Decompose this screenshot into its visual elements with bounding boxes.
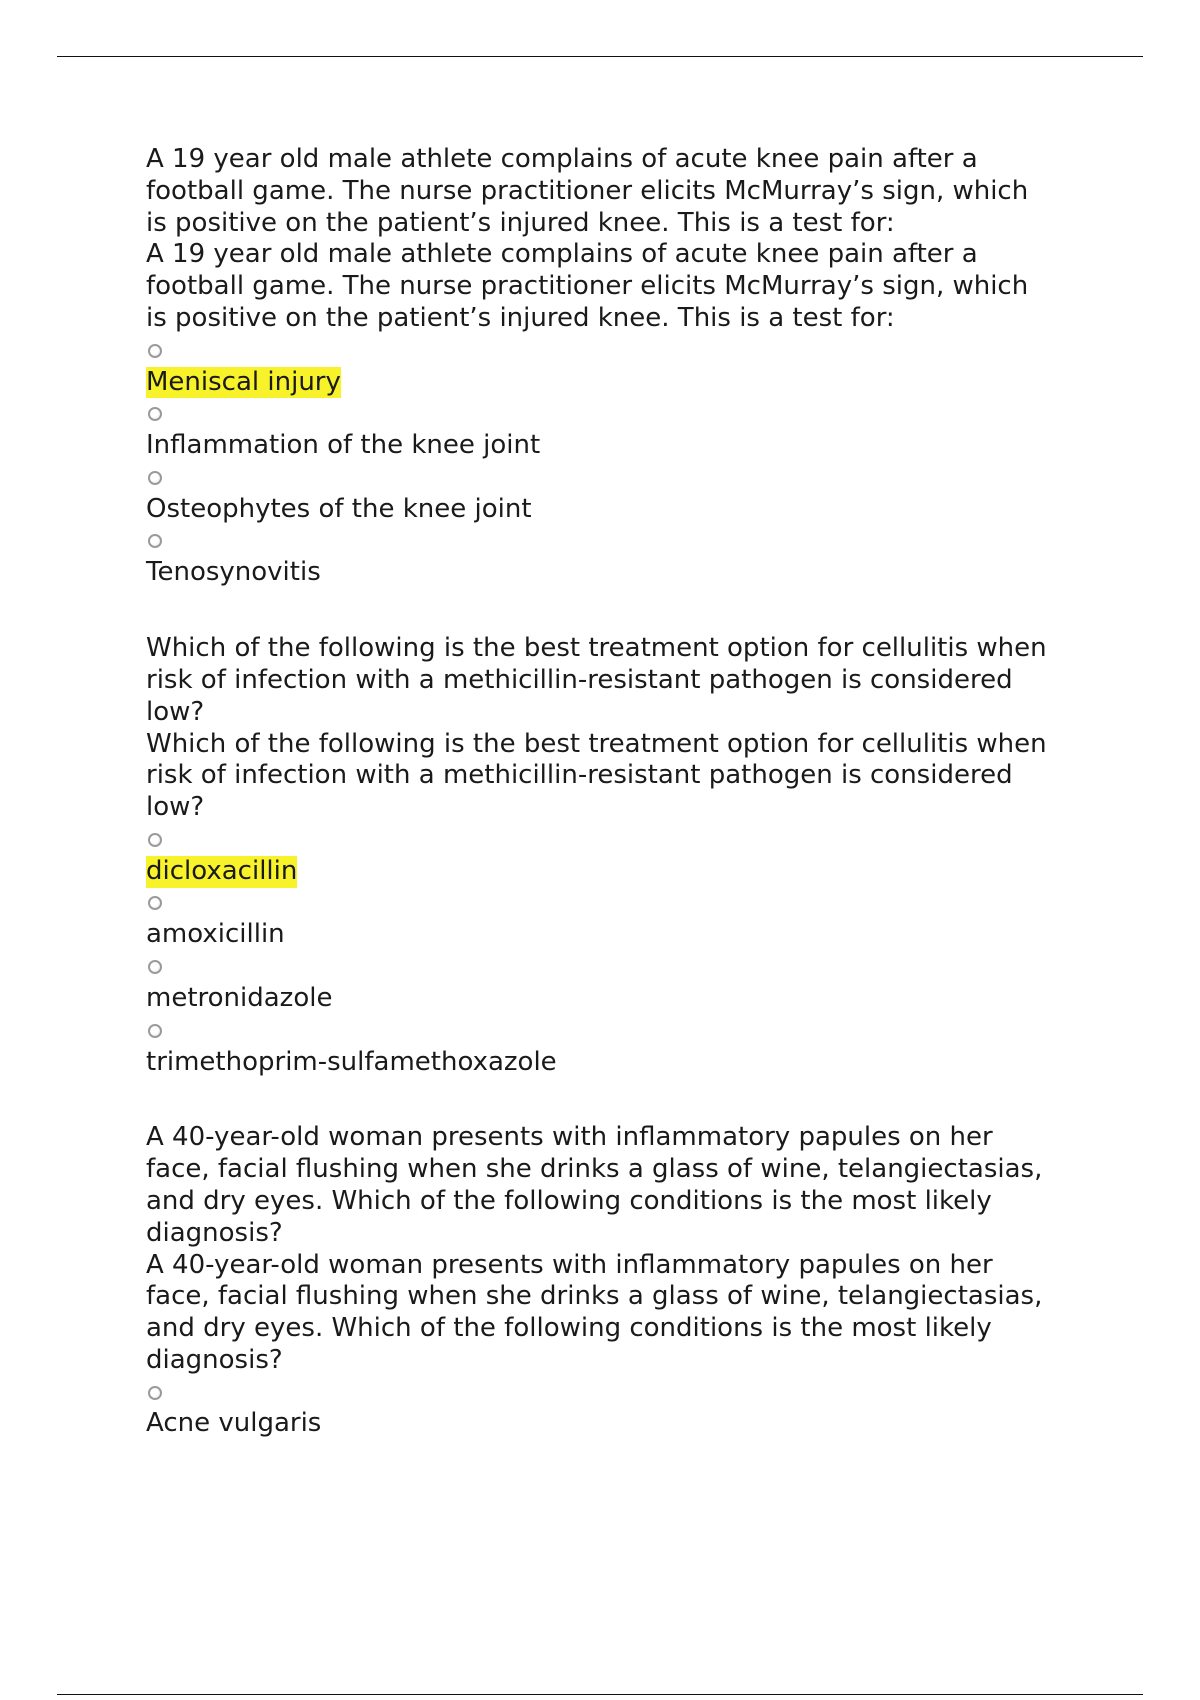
radio-button-icon[interactable]	[148, 896, 162, 910]
radio-button-icon[interactable]	[148, 407, 162, 421]
answer-option[interactable]	[146, 335, 1106, 399]
answer-option[interactable]	[146, 888, 1106, 952]
question-3-prompt	[146, 1122, 1106, 1249]
question-line: is positive on the patient’s injured knee. This is a test for:	[146, 302, 895, 333]
question-line: Which of the following is the best treatment option for cellulitis when	[146, 728, 1047, 759]
answer-option-label: Osteophytes of the knee joint	[146, 493, 532, 524]
radio-button-icon[interactable]	[148, 534, 162, 548]
question-line: A 19 year old male athlete complains of acute knee pain after a	[146, 239, 978, 270]
question-2-prompt	[146, 633, 1106, 728]
answer-option-label: Inflammation of the knee joint	[146, 430, 541, 461]
question-2-prompt-repeat	[146, 729, 1106, 824]
question-line: face, facial flushing when she drinks a glass of wine, telangiectasias,	[146, 1154, 1043, 1185]
question-line: face, facial flushing when she drinks a glass of wine, telangiectasias,	[146, 1281, 1043, 1312]
answer-option-label: Acne vulgaris	[146, 1408, 322, 1439]
page-bottom-rule	[57, 1694, 1143, 1695]
question-line: is positive on the patient’s injured knee. This is a test for:	[146, 207, 895, 238]
page-top-rule	[57, 56, 1143, 57]
answer-option-label: Tenosynovitis	[146, 557, 321, 588]
question-1-prompt	[146, 144, 1106, 239]
radio-button-icon[interactable]	[148, 833, 162, 847]
question-3	[146, 1122, 1106, 1440]
question-line: football game. The nurse practitioner elicits McMurray’s sign, which	[146, 271, 1029, 302]
radio-button-icon[interactable]	[148, 1386, 162, 1400]
answer-option-label: trimethoprim-sulfamethoxazole	[146, 1046, 557, 1077]
question-line: low?	[146, 792, 205, 823]
radio-button-icon[interactable]	[148, 960, 162, 974]
question-line: and dry eyes. Which of the following conditions is the most likely	[146, 1185, 992, 1216]
document-body	[146, 144, 1106, 1440]
question-line: football game. The nurse practitioner elicits McMurray’s sign, which	[146, 175, 1029, 206]
answer-option-label: dicloxacillin	[146, 855, 298, 886]
question-line: A 19 year old male athlete complains of acute knee pain after a	[146, 144, 978, 174]
question-line: and dry eyes. Which of the following conditions is the most likely	[146, 1313, 992, 1344]
answer-option-label: Meniscal injury	[146, 366, 341, 397]
question-line: risk of infection with a methicillin-resistant pathogen is considered	[146, 760, 1013, 791]
answer-option[interactable]	[146, 1015, 1106, 1079]
answer-option[interactable]	[146, 951, 1106, 1015]
question-line: risk of infection with a methicillin-resistant pathogen is considered	[146, 664, 1013, 695]
question-1	[146, 144, 1106, 589]
answer-option-label: metronidazole	[146, 982, 333, 1013]
answer-option[interactable]	[146, 398, 1106, 462]
question-line: diagnosis?	[146, 1217, 283, 1248]
question-2	[146, 633, 1106, 1078]
answer-option[interactable]	[146, 526, 1106, 590]
question-line: A 40-year-old woman presents with inflammatory papules on her	[146, 1122, 993, 1153]
question-3-prompt-repeat	[146, 1250, 1106, 1377]
radio-button-icon[interactable]	[148, 471, 162, 485]
question-1-prompt-repeat	[146, 239, 1106, 334]
question-line: Which of the following is the best treatment option for cellulitis when	[146, 633, 1047, 664]
answer-option[interactable]	[146, 824, 1106, 888]
radio-button-icon[interactable]	[148, 344, 162, 358]
answer-option-label: amoxicillin	[146, 919, 285, 950]
answer-option[interactable]	[146, 1377, 1106, 1441]
question-line: diagnosis?	[146, 1344, 283, 1375]
answer-option[interactable]	[146, 462, 1106, 526]
radio-button-icon[interactable]	[148, 1024, 162, 1038]
question-line: low?	[146, 696, 205, 727]
question-line: A 40-year-old woman presents with inflammatory papules on her	[146, 1249, 993, 1280]
